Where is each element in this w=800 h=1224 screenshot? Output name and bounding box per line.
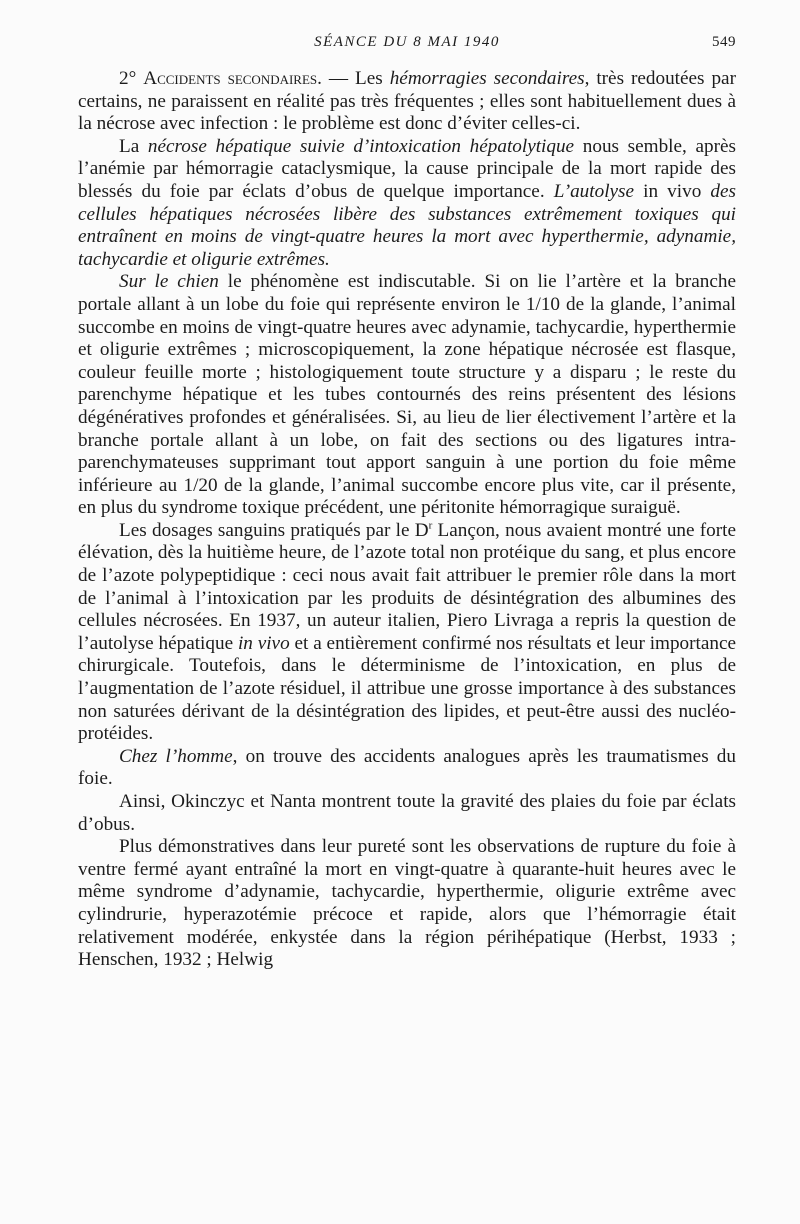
text-run: Les dosages sanguins pratiqués par le D bbox=[119, 519, 429, 541]
paragraph-sur-le-chien bbox=[78, 271, 736, 520]
running-title: SÉANCE DU 8 MAI 1940 bbox=[314, 34, 500, 50]
paragraph-chez-l-homme bbox=[78, 746, 736, 791]
text-run: Lançon, nous avaient montré une forte élévation, dès la huitième heure, de l’azote total non protéique du sang, et plus encore de l’azote polypeptidique : ceci nous avait fait attribuer le premier rôle dans la mort de l’animal à l’intoxication par les produits de désintégration des albumines des cellules nécrosées. En 1937, un auteur italien, Piero Livraga a repris la question de l’autolyse hépatique bbox=[78, 519, 737, 654]
emphasis: L’autolyse bbox=[553, 180, 635, 202]
section-number: 2° bbox=[119, 68, 144, 89]
emphasis: hémorragies secondaires bbox=[389, 68, 585, 89]
paragraph-necrose-hepatique bbox=[78, 136, 736, 272]
text-run: in vivo bbox=[634, 180, 711, 202]
paragraph-dosages-sanguins bbox=[78, 520, 736, 746]
text-run: et a entièrement confirmé nos résultats et leur importance chirurgicale. Toutefois, dans le déterminisme de l’intoxication, en plus de l’augmentation de l’azote résiduel, il attribue une grosse importance à des substances non saturées dérivant de la désintégration des lipides, et peut-être aussi des nucléo-protéides. bbox=[78, 632, 737, 745]
text-run: nous semble, après l’anémie par hémorragie cataclysmique, la cause principale de la mort rapide des blessés du foie par éclats d’obus de quelque importance. bbox=[78, 135, 736, 202]
emphasis: in vivo bbox=[237, 632, 290, 654]
superscript: r bbox=[428, 519, 433, 532]
paragraph-plus-demonstratives bbox=[78, 836, 736, 972]
paragraph-okinczyc-nanta bbox=[78, 791, 736, 836]
emphasis: des cellules hépatiques nécrosées libère des substances extrêmement toxiques qui entraînent en moins de vingt-quatre heures la mort avec hyperthermie, adynamie, tachycardie et oligurie extrêmes. bbox=[78, 180, 736, 270]
body-text bbox=[78, 68, 736, 972]
text-run: Plus démonstratives dans leur pureté sont les observations de rupture du foie à ventre fermé ayant entraîné la mort en vingt-quatre à quarante-huit heures avec le même syndrome d’adynamie, tachycardie, hyperthermie, oligurie extrême avec cylindrurie, hyperazotémie précoce et rapide, alors que l’hémorragie était relativement modérée, enkystée dans la région périhépatique (Herbst, 1933 ; Henschen, 1932 ; Helwig bbox=[78, 836, 736, 971]
emphasis: Sur le chien bbox=[119, 271, 219, 293]
page-number: 549 bbox=[712, 34, 736, 50]
text-run: , on trouve des accidents analogues après les traumatismes du foie. bbox=[78, 745, 736, 790]
emphasis: Chez l’homme bbox=[119, 745, 233, 767]
text-run: La bbox=[119, 135, 148, 157]
text-run: , très redoutées par certains, ne paraissent en réalité pas très fréquentes ; elles sont habituellement dues à la nécrose avec infection : le problème est donc d’éviter celles-ci. bbox=[78, 68, 736, 135]
emphasis: nécrose hépatique suivie d’intoxication hépatolytique bbox=[147, 135, 575, 157]
section-heading: Accidents secondaires bbox=[143, 68, 318, 89]
running-header bbox=[78, 34, 736, 58]
text-run: Ainsi, Okinczyc et Nanta montrent toute la gravité des plaies du foie par éclats d’obus. bbox=[78, 791, 736, 835]
text-run: . — Les bbox=[317, 68, 390, 89]
text-run: le phénomène est indiscutable. Si on lie l’artère et la branche portale allant à un lobe du foie qui représente environ le 1/10 de la glande, l’animal succombe en moins de vingt-quatre heures avec adynamie, tachycardie, hyperthermie et oligurie extrêmes ; microscopiquement, la zone hépatique nécrosée est flasque, couleur feuille morte ; histologiquement toute structure y a disparu ; le reste du parenchyme hépatique et les tubes contournés des reins présentent des lésions dégénératives profondes et généralisées. Si, au lieu de lier électivement l’artère et la branche portale allant à un lobe, on fait des sections ou des ligatures intra-parenchymateuses supprimant tout apport sanguin à une portion du foie même inférieure au 1/20 de la glande, l’animal succombe encore plus vite, car il présente, en plus du syndrome toxique précédent, une péritonite hémorragique suraiguë. bbox=[78, 271, 736, 519]
paragraph-accidents-secondaires bbox=[78, 68, 736, 136]
